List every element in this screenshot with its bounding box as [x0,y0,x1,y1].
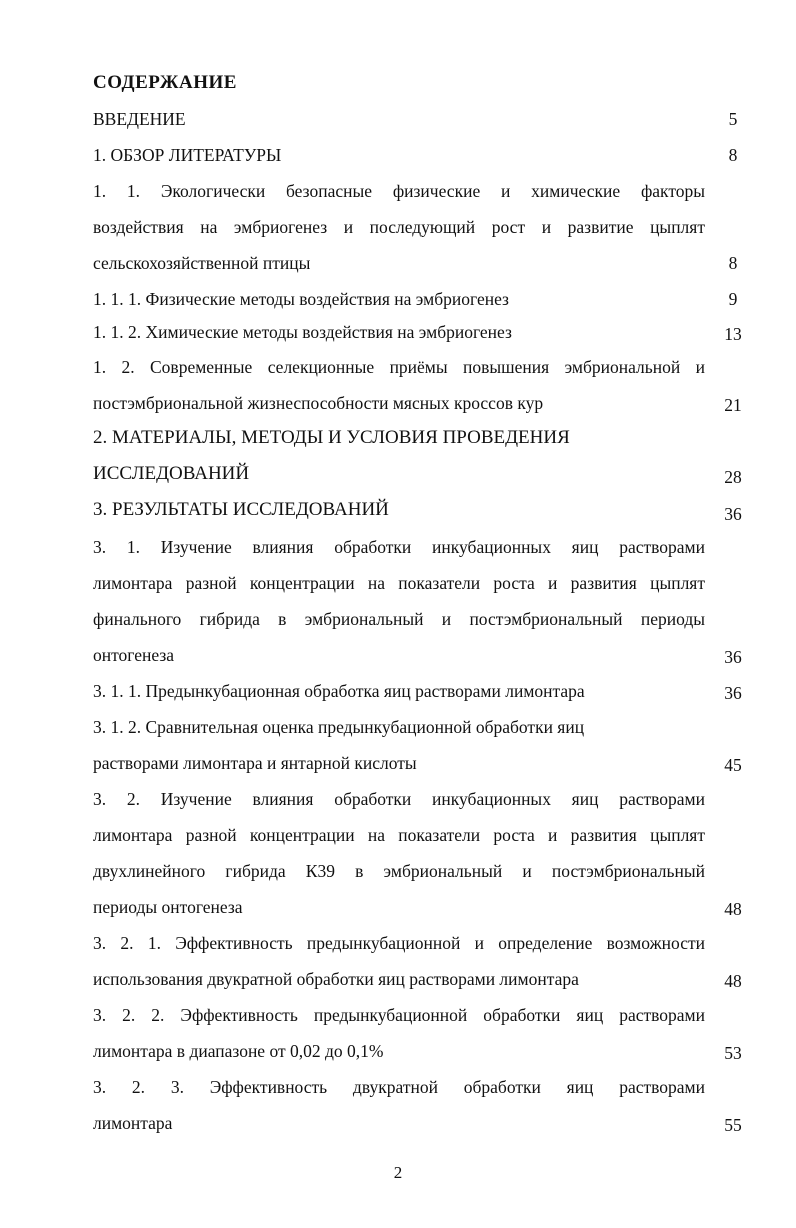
toc-entry-text: 3. 2. 1. Эффективность предынкубационной и определение возможности [93,933,705,953]
toc-entry-page: 13 [724,324,742,344]
toc-entry-text: финального гибрида в эмбриональный и постэмбриональный периоды [93,609,705,629]
toc-entry-page: 21 [724,395,742,415]
toc-entry-text: сельскохозяйственной птицы [93,253,311,273]
toc-entry-text: 3. 2. 3. Эффективность двукратной обработки яиц растворами [93,1077,705,1097]
toc-entry-page: 36 [724,647,742,667]
toc-entry-text: 1. ОБЗОР ЛИТЕРАТУРЫ [93,145,282,165]
toc-entry-text: лимонтара в диапазоне от 0,02 до 0,1% [93,1041,384,1061]
toc-entry-text: 1. 1. Экологически безопасные физические и химические факторы [93,181,705,201]
toc-entry-page: 55 [724,1115,742,1135]
toc-entry-page: 36 [724,504,742,524]
toc-entry-page: 9 [728,289,738,309]
toc-entry-page: 53 [724,1043,742,1063]
toc-entry-page: 8 [728,253,738,273]
toc-entry-page: 36 [724,683,742,703]
toc-entry-page: 28 [724,467,742,487]
toc-entry-text: 3. 1. 2. Сравнительная оценка предынкубационной обработки яиц [93,717,585,737]
toc-entry-text: лимонтара разной концентрации на показатели роста и развития цыплят [93,825,705,845]
toc-entry-page: 5 [728,109,738,129]
toc-entry-text: лимонтара разной концентрации на показатели роста и развития цыплят [93,573,705,593]
toc-entry-text: воздействия на эмбриогенез и последующий рост и развитие цыплят [93,217,705,237]
toc-entry-page: 48 [724,971,742,991]
toc-entry-text: 1. 1. 2. Химические методы воздействия на эмбриогенез [93,322,512,342]
toc-entry-text: ИССЛЕДОВАНИЙ [93,463,250,484]
toc-entry-text: 3. 1. 1. Предынкубационная обработка яиц растворами лимонтара [93,681,585,701]
toc-entry-text: 2. МАТЕРИАЛЫ, МЕТОДЫ И УСЛОВИЯ ПРОВЕДЕНИЯ [93,427,570,448]
toc-entry-text: растворами лимонтара и янтарной кислоты [93,753,417,773]
toc-entry-text: лимонтара [93,1113,173,1133]
toc-entry-text: постэмбриональной жизнеспособности мясных кроссов кур [93,393,544,413]
page-number: 2 [393,1163,403,1182]
page-title: СОДЕРЖАНИЕ [93,72,237,93]
toc-entry-page: 8 [728,145,738,165]
toc-entry-text: 3. 2. Изучение влияния обработки инкубационных яиц растворами [93,789,705,809]
toc-entry-text: ВВЕДЕНИЕ [93,109,186,129]
toc-entry-text: периоды онтогенеза [93,897,243,917]
toc-entry-text: 3. 1. Изучение влияния обработки инкубационных яиц растворами [93,537,705,557]
toc-entry-text: использования двукратной обработки яиц растворами лимонтара [93,969,579,989]
toc-entry-text: 3. 2. 2. Эффективность предынкубационной обработки яиц растворами [93,1005,705,1025]
toc-entry-page: 45 [724,755,742,775]
toc-entry-page: 48 [724,899,742,919]
toc-entry-text: 1. 2. Современные селекционные приёмы повышения эмбриональной и [93,357,705,377]
toc-entry-text: двухлинейного гибрида К39 в эмбриональный и постэмбриональный [93,861,705,881]
toc-entry-text: 1. 1. 1. Физические методы воздействия на эмбриогенез [93,289,509,309]
toc-entry-text: онтогенеза [93,645,175,665]
toc-entry-text: 3. РЕЗУЛЬТАТЫ ИССЛЕДОВАНИЙ [93,499,389,520]
